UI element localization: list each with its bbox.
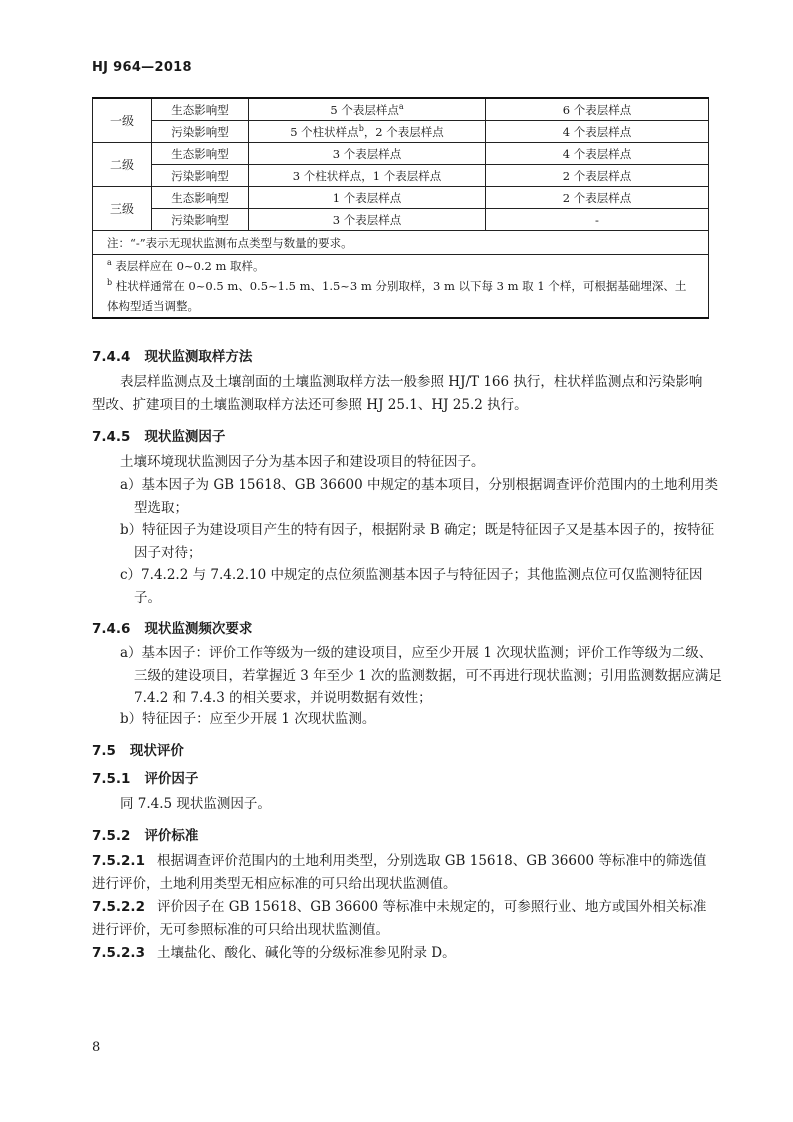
value-cell: 4 个表层样点: [486, 143, 709, 165]
level-cell: 三级: [93, 187, 152, 231]
table-row: [93, 143, 709, 165]
page-number: 8: [92, 1040, 101, 1055]
table-note: 注：“-”表示无现状监测布点类型与数量的要求。: [93, 231, 709, 255]
section-heading-7-4-5: 7.4.5 现状监测因子: [92, 429, 226, 445]
value-cell: 5 个柱状样点$^b$，2 个表层样点: [249, 121, 486, 143]
table-note-row: [93, 231, 709, 255]
value-cell: 2 个表层样点: [486, 187, 709, 209]
footnote-mark: a: [398, 101, 404, 111]
section-heading-7-4-6: 7.4.6 现状监测频次要求: [92, 621, 253, 637]
clause-7-5-2-3: 7.5.2.3 土壤盐化、酸化、碱化等的分级标准参见附录 D。: [92, 945, 456, 961]
value-cell: 4 个表层样点: [486, 121, 709, 143]
table-row: [93, 98, 709, 121]
section-heading-7-5-2: 7.5.2 评价标准: [92, 828, 199, 844]
value-cell: 3 个表层样点: [249, 209, 486, 231]
section-heading-7-4-4: 7.4.4 现状监测取样方法: [92, 349, 253, 365]
value-cell: 1 个表层样点: [249, 187, 486, 209]
value-cell: 6 个表层样点: [486, 98, 709, 121]
type-cell: 生态影响型: [152, 98, 249, 121]
clause-7-5-2-1: 7.5.2.1 根据调查评价范围内的土地利用类型，分别选取 GB 15618、GB 36600 等标准中的筛选值进行评价，土地利用类型无相应标准的可只给出现状监测值。: [92, 853, 707, 892]
clause-7-5-2-2: 7.5.2.2 评价因子在 GB 15618、GB 36600 等标准中未规定的，可参照行业、地方或国外相关标准进行评价，无可参照标准的可只给出现状监测值。: [92, 899, 707, 938]
table-footnotes: [93, 255, 709, 319]
value-cell: 3 个表层样点: [249, 143, 486, 165]
table-row: [93, 209, 709, 231]
type-cell: 污染影响型: [152, 121, 249, 143]
table-footnotes-row: [93, 255, 709, 319]
value-cell: 5 个表层样点$^a$: [249, 98, 486, 121]
type-cell: 生态影响型: [152, 187, 249, 209]
section-heading-7-5-1: 7.5.1 评价因子: [92, 771, 199, 787]
list-item: c）7.4.2.2 与 7.4.2.10 中规定的点位须监测基本因子与特征因子；其他监测点位可仅监测特征因子。: [120, 567, 703, 606]
paragraph: 表层样监测点及土壤剖面的土壤监测取样方法一般参照 HJ/T 166 执行，柱状样监测点和污染影响型改、扩建项目的土壤监测取样方法还可参照 HJ 25.1、HJ 25.2 执行。: [92, 374, 703, 413]
footnote-mark: b: [358, 123, 364, 133]
type-cell: 生态影响型: [152, 143, 249, 165]
table-row: [93, 121, 709, 143]
level-cell: 二级: [93, 143, 152, 187]
list-item: b）特征因子为建设项目产生的特有因子，根据附录 B 确定；既是特征因子又是基本因子的，按特征因子对待；: [120, 522, 715, 561]
level-cell: 一级: [93, 98, 152, 143]
type-cell: 污染影响型: [152, 209, 249, 231]
paragraph: 同 7.4.5 现状监测因子。: [120, 796, 271, 812]
table-row: [93, 165, 709, 187]
type-cell: 污染影响型: [152, 165, 249, 187]
footnote-b: $^b$ 柱状样通常在 0~0.5 m、0.5~1.5 m、1.5~3 m 分别取样，3 m 以下每 3 m 取 1 个样，可根据基础埋深、土体构型适当调整。: [107, 278, 687, 313]
standard-code: HJ 964—2018: [92, 60, 192, 75]
section-heading-7-5: 7.5 现状评价: [92, 743, 184, 759]
sampling-points-table: [92, 97, 709, 319]
list-item: b）特征因子：应至少开展 1 次现状监测。: [120, 711, 376, 727]
list-item: a）基本因子为 GB 15618、GB 36600 中规定的基本项目，分别根据调查评价范围内的土地利用类型选取；: [120, 477, 719, 516]
list-item: a）基本因子：评价工作等级为一级的建设项目，应至少开展 1 次现状监测；评价工作等级为二级、三级的建设项目，若掌握近 3 年至少 1 次的监测数据，可不再进行现状监测；引用监测数据应满足 7.4.2 和 7.4.3 的相关要求，并说明数据有效性；: [120, 645, 722, 706]
value-cell: 2 个表层样点: [486, 165, 709, 187]
paragraph: 土壤环境现状监测因子分为基本因子和建设项目的特征因子。: [120, 454, 485, 470]
value-cell: -: [486, 209, 709, 231]
table-row: [93, 187, 709, 209]
footnote-a: $^a$ 表层样应在 0~0.2 m 取样。: [107, 258, 265, 273]
value-cell: 3 个柱状样点，1 个表层样点: [249, 165, 486, 187]
